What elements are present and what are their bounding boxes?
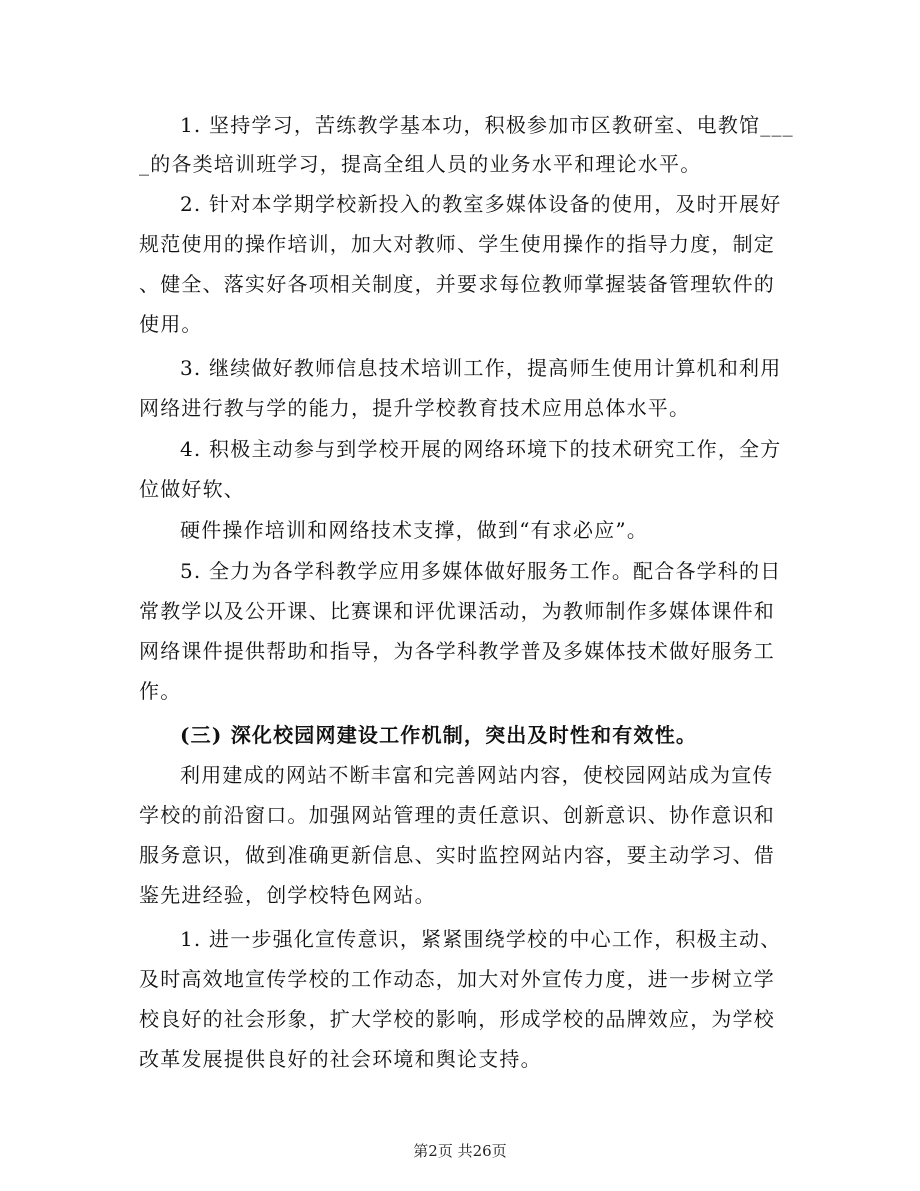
text-line: 改革发展提供良好的社会环境和舆论支持。 xyxy=(139,1047,542,1071)
text-line: 4. 积极主动参与到学校开展的网络环境下的技术研究工作，全方 xyxy=(180,437,782,461)
text-line: 服务意识，做到准确更新信息、实时监控网站内容，要主动学习、借 xyxy=(139,843,775,867)
text-line: 、健全、落实好各项相关制度，并要求每位教师掌握装备管理软件的 xyxy=(139,272,775,296)
text-line: 常教学以及公开课、比赛课和评优课活动，为教师制作多媒体课件和 xyxy=(139,599,775,623)
text-line: 网络进行教与学的能力，提升学校教育技术应用总体水平。 xyxy=(139,396,691,420)
text-line: _的各类培训班学习，提高全组人员的业务水平和理论水平。 xyxy=(139,152,702,176)
text-line: 规范使用的操作培训，加大对教师、学生使用操作的指导力度，制定 xyxy=(139,232,775,256)
text-line: 作。 xyxy=(139,679,182,703)
text-line: 学校的前沿窗口。加强网站管理的责任意识、创新意识、协作意识和 xyxy=(139,803,775,827)
text-line: 及时高效地宣传学校的工作动态，加大对外宣传力度，进一步树立学 xyxy=(139,967,775,991)
text-line: 校良好的社会形象，扩大学校的影响，形成学校的品牌效应，为学校 xyxy=(139,1007,775,1031)
text-line: 网络课件提供帮助和指导，为各学科教学普及多媒体技术做好服务工 xyxy=(139,639,775,663)
text-line: 1. 进一步强化宣传意识，紧紧围绕学校的中心工作，积极主动、 xyxy=(180,927,782,951)
section-heading: (三) 深化校园网建设工作机制，突出及时性和有效性。 xyxy=(180,723,698,747)
page-number: 第2页 共26页 xyxy=(413,1142,507,1160)
text-line: 5. 全力为各学科教学应用多媒体做好服务工作。配合各学科的日 xyxy=(180,559,782,583)
text-line: 使用。 xyxy=(139,312,203,336)
text-line: 2. 针对本学期学校新投入的教室多媒体设备的使用，及时开展好 xyxy=(180,192,782,216)
text-line: 硬件操作培训和网络技术支撑，做到“有求必应”。 xyxy=(180,518,649,542)
text-line: 位做好软、 xyxy=(139,477,245,501)
text-line: 鉴先进经验，创学校特色网站。 xyxy=(139,883,436,907)
text-line: 1. 坚持学习，苦练教学基本功，积极参加市区教研室、电教馆___ xyxy=(180,113,794,137)
text-line: 3. 继续做好教师信息技术培训工作，提高师生使用计算机和利用 xyxy=(180,356,782,380)
text-line: 利用建成的网站不断丰富和完善网站内容，使校园网站成为宣传 xyxy=(180,763,774,787)
